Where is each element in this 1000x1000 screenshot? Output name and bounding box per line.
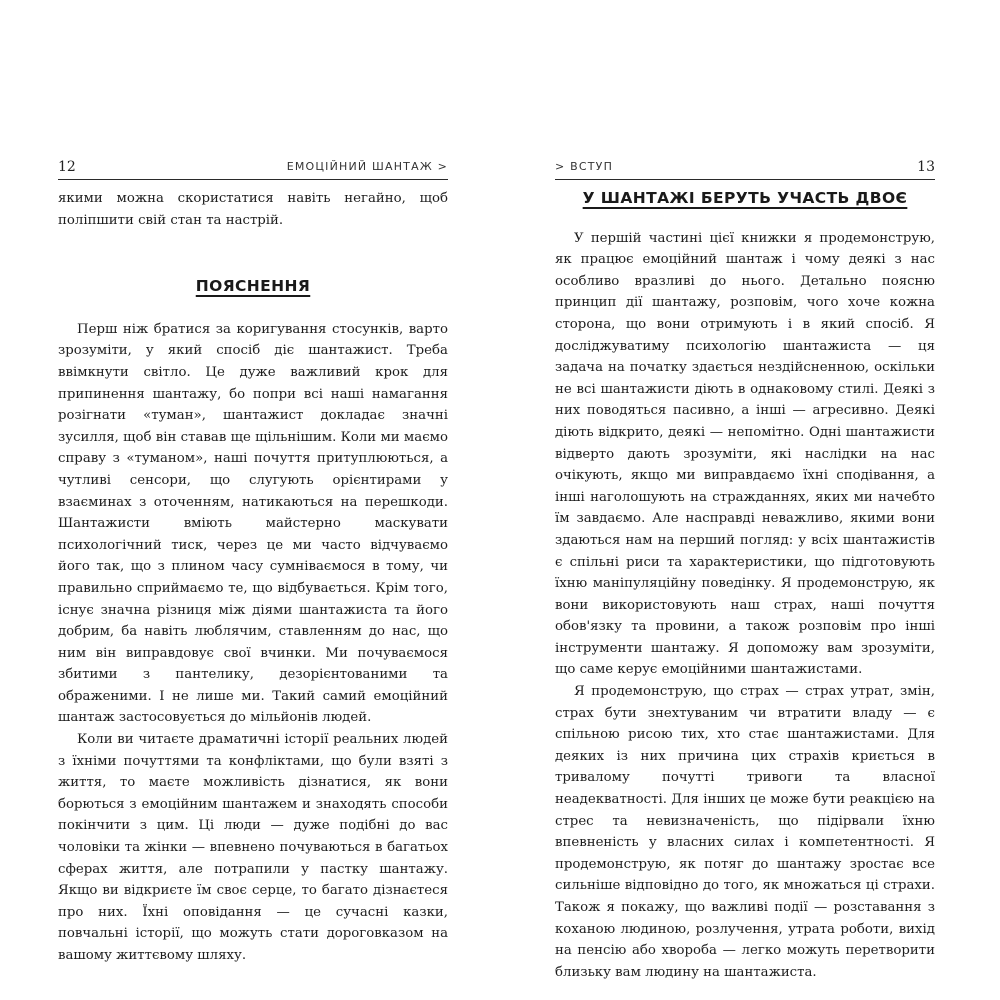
body-paragraph: Перш ніж братися за коригування стосунків, варто зрозуміти, у який спосіб діє шантажист. Треба ввімкнути світло. Це дуже важливий крок для припинення шантажу, бо попри всі наші намагання розігнати «туман», шантажист докладає значні зусилля, щоб він ставав ще щільнішим. Коли ми маємо справу з «туманом», наші почуття притуплюються, а чутливі сенсори, що слугують орієнтирами у взаєминах з оточенням, натикаються на перешкоди. Шантажисти вміють майстерно маскувати психологічний тиск, через це ми часто відчуваємо його так, що з плином часу сумніваємося в тому, чи правильно сприймаємо те, що відбувається. Крім того, існує значна різниця між діями шантажиста та його добрим, ба навіть люблячим, ставленням до нас, що ним він виправдовує свої вчинки. Ми почуваємося збитими з пантелику, дезорієнтованими та ображеними. І не лише ми. Такий самий емоційний шантаж застосовується до мільйонів людей. [58,321,448,726]
section-heading-two-participants: У ШАНТАЖІ БЕРУТЬ УЧАСТЬ ДВОЄ [582,189,908,207]
page-number-left: 12 [58,159,76,175]
left-page-body [58,188,448,967]
right-running-head [555,155,935,180]
page-number-right: 13 [917,159,935,175]
body-paragraph: У першій частині цієї книжки я продемонструю, як працює емоційний шантаж і чому деякі з нас особливо вразливі до нього. Детально поясню принцип дії шантажу, розповім, чого хоче кожна сторона, що вони отримують і в який спосіб. Я досліджуватиму психологію шантажиста — ця задача на початку здається нездійсненною, оскільки не всі шантажисти діють в однаковому стилі. Деякі з них поводяться пасивно, а інші — агресивно. Деякі діють відкрито, деякі — непомітно. Одні шантажисти відверто дають зрозуміти, які наслідки на нас очікують, якщо ми виправдаємо їхні сподівання, а інші наголошують на стражданнях, яких ми начебто їм завдаємо. Але насправді неважливо, якими вони здаються нам на перший погляд: у всіх шантажистів є спільні риси та характеристики, що підготовують їхню маніпуляційну поведінку. Я продемонструю, як вони використовують наш страх, наші почуття обов'язку та провини, а також розповім про інші інструменти шантажу. Я допоможу вам зрозуміти, що саме керує емоційними шантажистами. [555,230,935,678]
continued-paragraph: якими можна скористатися навіть негайно, щоб поліпшити свій стан та настрій. [58,191,448,228]
chapter-title-header: > ВСТУП [555,160,614,173]
body-paragraph: Я продемонструю, що страх — страх утрат, змін, страх бути знехтуваним чи втратити владу — є спільною рисою тих, хто стає шантажистами. Для деяких із них причина цих страхів криється в тривалому почутті тривоги та власної неадекватності. Для інших це може бути реакцією на стрес та невизначеність, що підірвали їхню впевненість у власних силах і компетентності. Я продемонструю, як потяг до шантажу зростає все сильніше відповідно до того, як множаться ці страхи. Також я покажу, що важливі події — розставання з коханою людиною, розлучення, утрата роботи, вихід на пенсію або хвороба — легко можуть перетворити близьку вам людину на шантажиста. [555,684,935,980]
book-title-header: ЕМОЦІЙНИЙ ШАНТАЖ > [286,160,448,173]
left-page [58,0,448,1000]
right-page-body [555,188,935,983]
right-page [555,0,935,1000]
left-running-head [58,155,448,180]
body-paragraph: Коли ви читаєте драматичні історії реальних людей з їхніми почуттями та конфліктами, що були взяті з життя, то маєте можливість дізнатися, як вони борються з емоційним шантажем и знаходять способи покінчити з цим. Ці люди — дуже подібні до вас чоловіки та жінки — впевнено почуваються в багатьох сферах життя, але потрапили у пастку шантажу. Якщо ви відкриєте їм своє серце, то багато дізнаєтеся про них. Їхні оповідання — це сучасні казки, повчальні історії, що можуть стати дороговказом на вашому життєвому шляху. [58,732,448,963]
section-heading-explanation: ПОЯСНЕННЯ [195,277,311,296]
